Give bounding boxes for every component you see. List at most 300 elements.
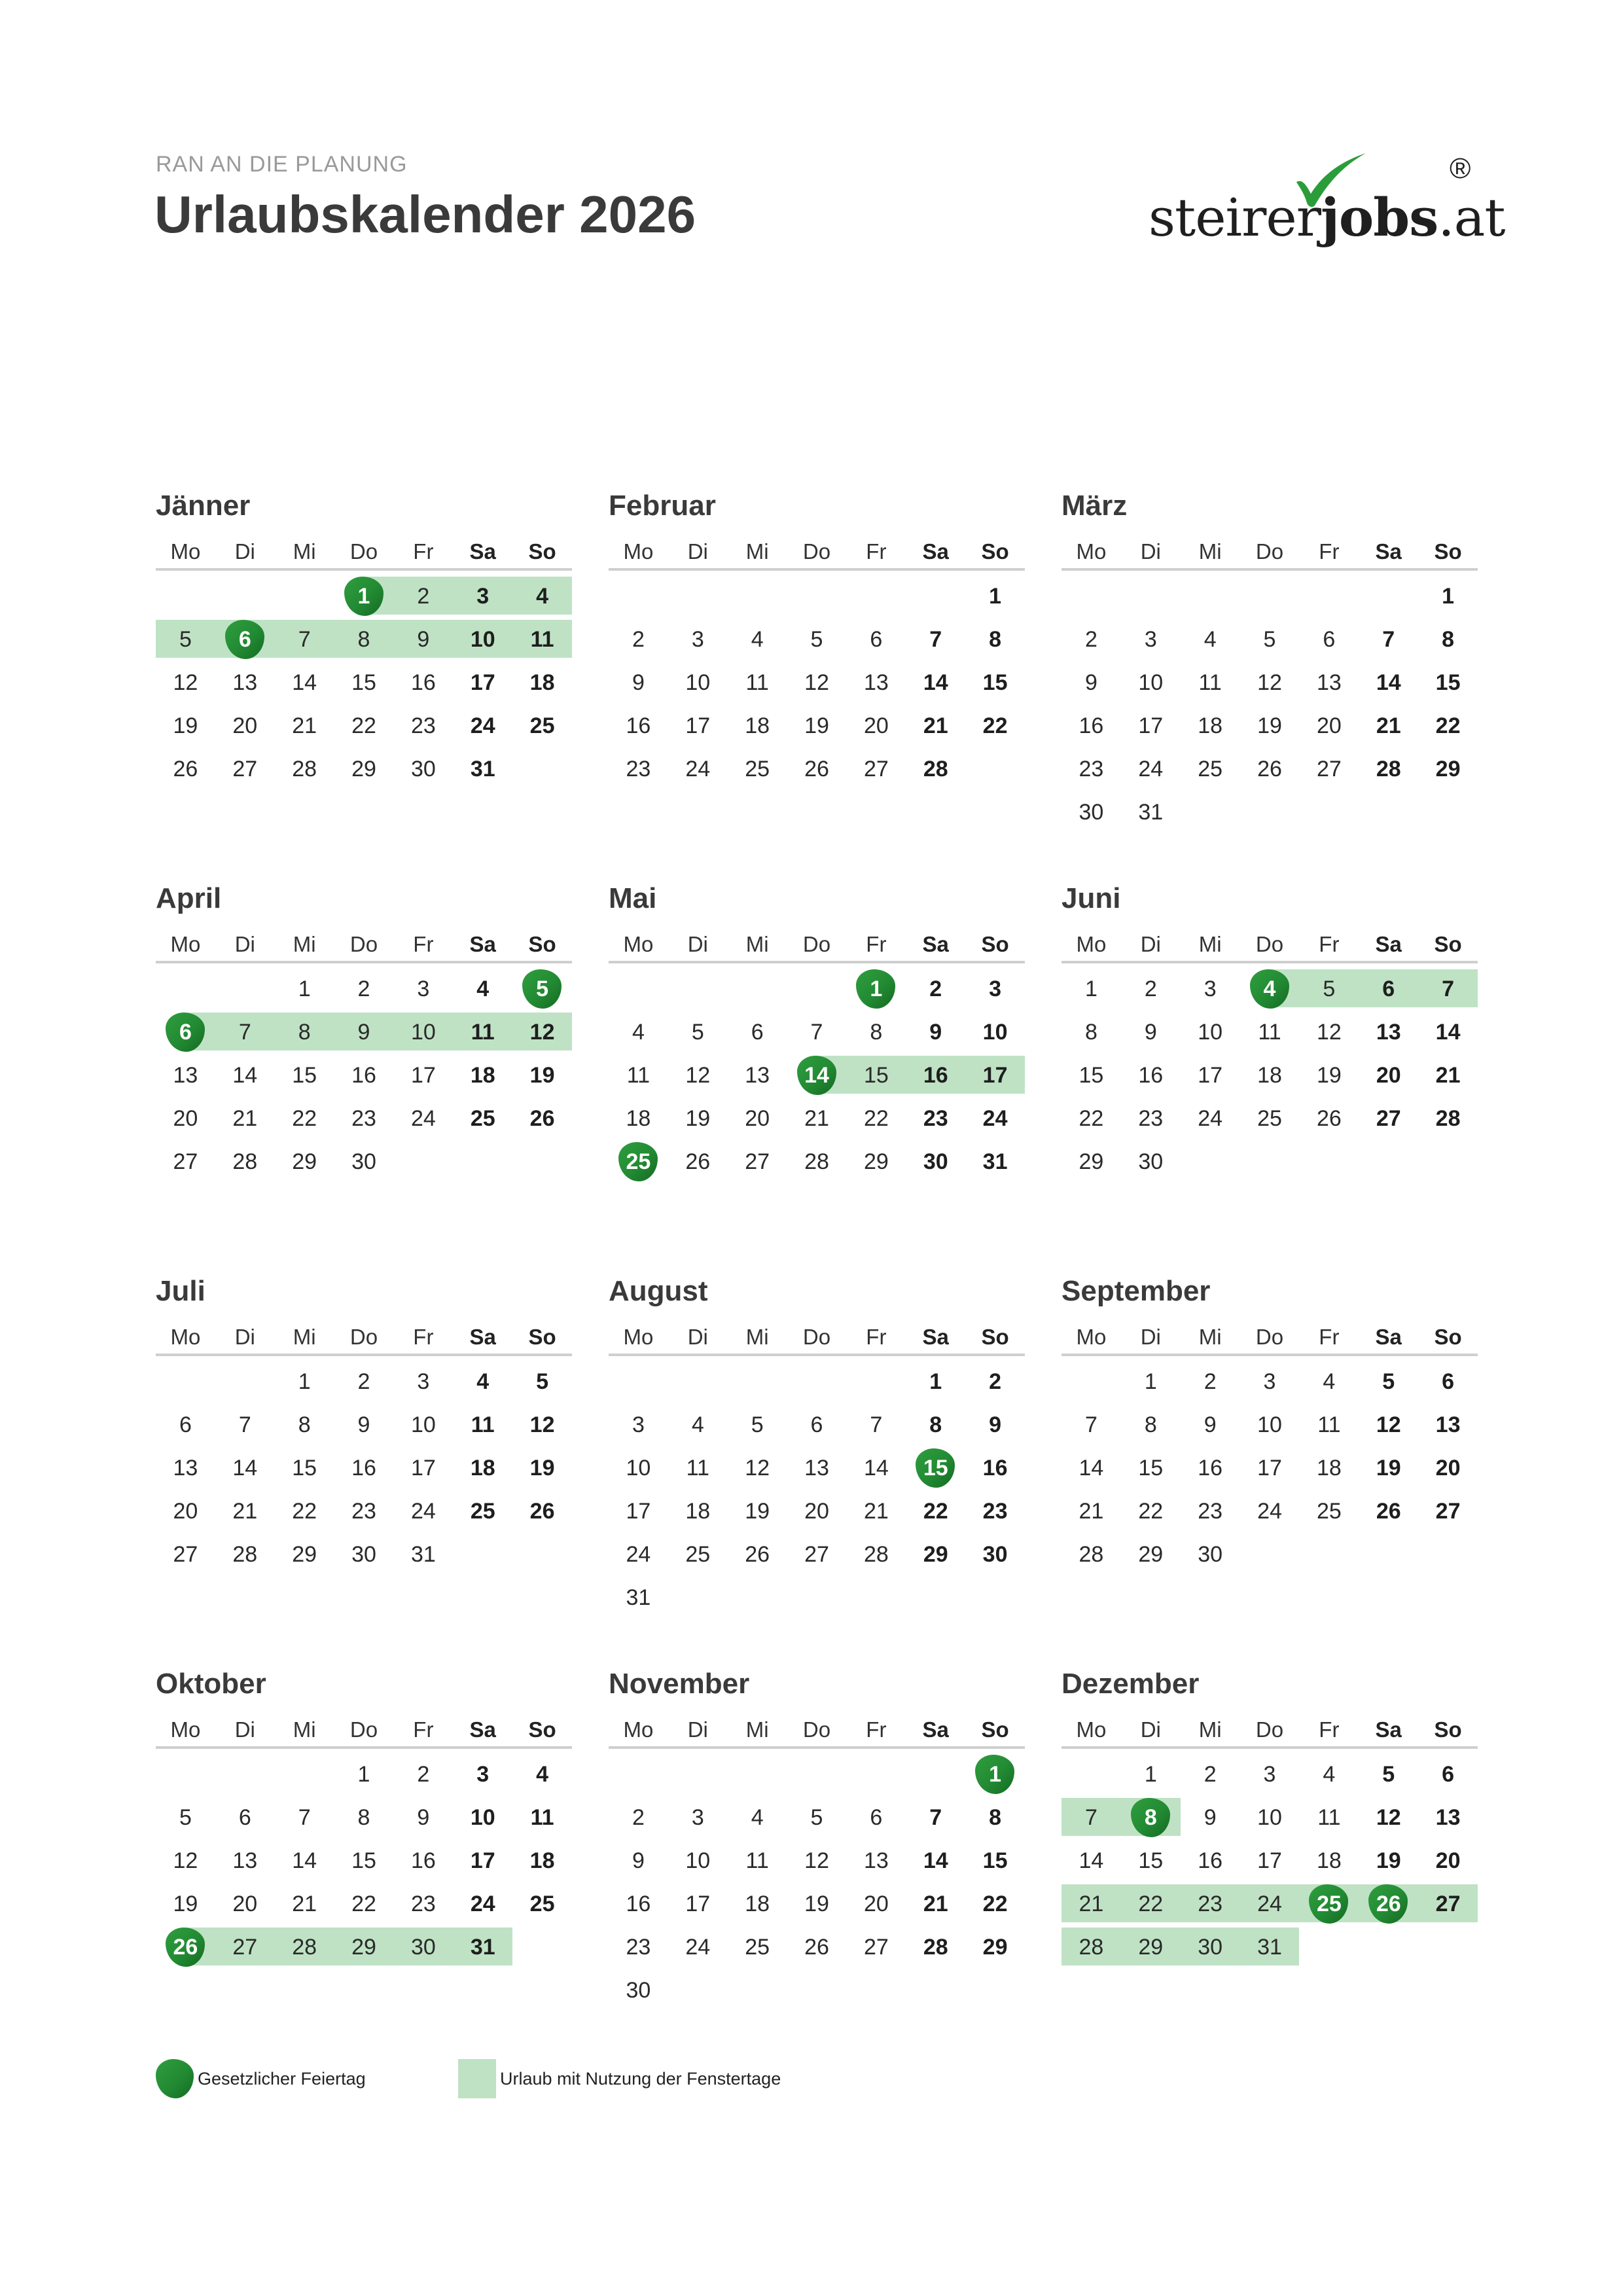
day-number: 31	[470, 756, 495, 781]
day-number: 25	[1257, 1105, 1282, 1131]
empty-day	[453, 1140, 512, 1183]
weekday-label: Mo	[1076, 539, 1107, 564]
calendar-day	[1418, 661, 1478, 704]
day-number: 22	[351, 1891, 376, 1916]
day-number: 11	[686, 1455, 709, 1480]
week-row	[156, 1054, 572, 1097]
day-number: 16	[982, 1455, 1008, 1480]
week-row	[609, 1533, 1025, 1576]
week-row	[156, 1360, 572, 1403]
week-row	[156, 618, 572, 661]
holiday-day	[965, 1753, 1025, 1796]
empty-day	[668, 1360, 728, 1403]
day-number: 25	[745, 756, 770, 781]
calendar-day	[275, 1360, 334, 1403]
day-grid	[1061, 967, 1478, 1183]
calendar-day	[334, 1140, 394, 1183]
day-number: 27	[173, 1541, 198, 1567]
empty-day	[787, 967, 847, 1011]
week-row	[156, 1839, 572, 1882]
calendar-day	[668, 1882, 728, 1926]
weekday-label: Mi	[1198, 932, 1222, 956]
calendar-day	[1181, 704, 1240, 747]
calendar-day	[334, 1533, 394, 1576]
day-number: 18	[1316, 1848, 1342, 1873]
calendar-day	[1299, 1054, 1359, 1097]
day-number: 21	[804, 1105, 829, 1131]
week-row	[609, 1403, 1025, 1446]
day-number: 29	[1138, 1934, 1164, 1960]
calendar-day	[965, 1011, 1025, 1054]
calendar-day	[393, 1533, 453, 1576]
calendar-day	[728, 1097, 787, 1140]
calendar-day	[275, 704, 334, 747]
divider	[156, 1354, 572, 1356]
calendar-day	[1240, 1839, 1300, 1882]
empty-day	[609, 967, 668, 1011]
day-number: 29	[1138, 1541, 1164, 1567]
day-number: 4	[1204, 626, 1217, 652]
day-number: 27	[1435, 1891, 1461, 1916]
weekday-label: Fr	[413, 932, 434, 956]
calendar-day	[512, 1882, 572, 1926]
day-number: 28	[292, 756, 317, 781]
day-number: 10	[1138, 670, 1164, 695]
calendar-day	[1359, 1796, 1418, 1839]
weekday-header	[1061, 539, 1478, 572]
day-number: 28	[1079, 1934, 1104, 1960]
weekday-label: Di	[1140, 932, 1161, 956]
week-row	[156, 1882, 572, 1926]
day-number: 14	[863, 1455, 889, 1480]
day-number: 26	[1316, 1105, 1342, 1131]
empty-day	[215, 1360, 275, 1403]
day-number: 25	[1198, 756, 1223, 781]
weekday-label: Do	[349, 539, 378, 564]
day-number: 9	[1144, 1019, 1157, 1045]
calendar-day	[1061, 1490, 1121, 1533]
empty-day	[1061, 1753, 1121, 1796]
calendar-day	[1418, 967, 1478, 1011]
calendar-day	[215, 1533, 275, 1576]
month-april	[156, 882, 572, 1249]
weekday-label: Mo	[623, 1325, 654, 1349]
day-number: 10	[470, 626, 495, 652]
calendar-day	[846, 1054, 906, 1097]
calendar-day	[846, 747, 906, 791]
empty-day	[609, 575, 668, 618]
empty-day	[1181, 1140, 1240, 1183]
calendar-day	[215, 1140, 275, 1183]
day-number: 17	[626, 1498, 651, 1524]
day-number: 17	[470, 1848, 495, 1873]
day-number: 22	[292, 1498, 317, 1524]
weekday-label: So	[981, 539, 1009, 564]
calendar-day	[846, 704, 906, 747]
day-number: 3	[1263, 1369, 1276, 1394]
day-number: 4	[751, 626, 764, 652]
day-number: 20	[232, 713, 258, 738]
day-number: 23	[1198, 1891, 1223, 1916]
day-number: 22	[923, 1498, 948, 1524]
calendar-day	[1299, 661, 1359, 704]
day-number: 24	[410, 1498, 436, 1524]
calendar-day	[156, 1446, 215, 1490]
empty-day	[275, 1753, 334, 1796]
day-number: 8	[1144, 1412, 1157, 1437]
calendar-day	[965, 1446, 1025, 1490]
day-number: 14	[1376, 670, 1401, 695]
calendar-day	[1359, 1403, 1418, 1446]
day-number: 23	[1138, 1105, 1164, 1131]
day-number: 23	[410, 1891, 436, 1916]
week-row	[609, 618, 1025, 661]
day-number: 21	[1376, 713, 1401, 738]
logo-wordmark: steirerjobs.at	[1149, 187, 1505, 248]
day-number: 9	[1204, 1804, 1217, 1830]
empty-day	[453, 1533, 512, 1576]
calendar-day	[1240, 1796, 1300, 1839]
week-row	[1061, 1054, 1478, 1097]
calendar-day	[846, 1926, 906, 1969]
calendar-day	[1061, 1446, 1121, 1490]
empty-day	[1061, 575, 1121, 618]
weekday-label: Di	[234, 539, 255, 564]
day-number: 9	[929, 1019, 942, 1045]
calendar-day	[1240, 1403, 1300, 1446]
day-number: 9	[1084, 670, 1097, 695]
calendar-day	[1181, 1403, 1240, 1446]
empty-day	[728, 967, 787, 1011]
calendar-day	[275, 1926, 334, 1969]
day-number: 26	[1257, 756, 1282, 781]
day-number: 29	[292, 1149, 317, 1174]
day-number: 27	[745, 1149, 770, 1174]
day-number: 12	[1316, 1019, 1342, 1045]
calendar-day	[1121, 704, 1181, 747]
calendar-day	[906, 967, 965, 1011]
day-number: 30	[1079, 799, 1104, 825]
day-number: 16	[1079, 713, 1104, 738]
empty-day	[1181, 791, 1240, 834]
day-number: 9	[989, 1412, 1002, 1437]
weekday-label: So	[528, 539, 556, 564]
calendar-day	[787, 704, 847, 747]
day-number: 15	[351, 1848, 376, 1873]
day-number: 20	[804, 1498, 829, 1524]
day-number: 21	[923, 1891, 948, 1916]
legend-holiday	[156, 2059, 366, 2098]
day-number: 30	[923, 1149, 948, 1174]
calendar-day	[609, 1926, 668, 1969]
day-number: 15	[1138, 1848, 1164, 1873]
day-number: 8	[298, 1019, 311, 1045]
weekday-label: So	[1434, 932, 1462, 956]
day-number: 10	[685, 670, 711, 695]
day-number: 20	[863, 713, 889, 738]
calendar-day	[846, 1011, 906, 1054]
day-number: 8	[1084, 1019, 1097, 1045]
day-number: 26	[173, 1934, 198, 1960]
weekday-header	[609, 1717, 1025, 1750]
month-november	[609, 1668, 1025, 2034]
weekday-label: Mi	[745, 1717, 769, 1742]
calendar-day	[1121, 1403, 1181, 1446]
calendar-day	[787, 1140, 847, 1183]
day-number: 18	[1257, 1062, 1282, 1088]
subtitle: RAN AN DIE PLANUNG	[156, 152, 408, 177]
calendar-day	[1181, 1796, 1240, 1839]
day-number: 19	[529, 1455, 555, 1480]
day-number: 31	[1257, 1934, 1282, 1960]
day-number: 28	[923, 756, 948, 781]
calendar-day	[275, 747, 334, 791]
day-number: 1	[357, 583, 370, 609]
week-row	[156, 967, 572, 1011]
month-title: Juni	[1061, 882, 1121, 914]
day-number: 6	[1442, 1369, 1455, 1394]
day-number: 2	[417, 583, 430, 609]
divider	[609, 1746, 1025, 1749]
day-number: 1	[1442, 583, 1455, 609]
week-row	[156, 1796, 572, 1839]
weekday-label: So	[981, 1717, 1009, 1742]
weekday-label: Sa	[1375, 1717, 1402, 1742]
day-number: 17	[1198, 1062, 1223, 1088]
calendar-day	[609, 1011, 668, 1054]
day-number: 7	[870, 1412, 883, 1437]
calendar-day	[728, 1533, 787, 1576]
day-number: 30	[1138, 1149, 1164, 1174]
empty-day	[668, 1969, 728, 2012]
legend-holiday-label: Gesetzlicher Feiertag	[198, 2068, 366, 2089]
day-grid	[609, 967, 1025, 1183]
day-number: 18	[745, 1891, 770, 1916]
day-number: 29	[292, 1541, 317, 1567]
weekday-label: Do	[802, 1325, 831, 1349]
calendar-day	[156, 1839, 215, 1882]
calendar-day	[906, 704, 965, 747]
calendar-day	[609, 704, 668, 747]
empty-day	[1181, 575, 1240, 618]
day-number: 17	[982, 1062, 1008, 1088]
day-number: 9	[632, 1848, 645, 1873]
day-number: 13	[804, 1455, 829, 1480]
calendar-day	[334, 1882, 394, 1926]
day-number: 18	[1198, 713, 1223, 738]
day-number: 27	[863, 756, 889, 781]
weekday-label: Di	[1140, 1717, 1161, 1742]
day-number: 23	[626, 1934, 651, 1960]
day-number: 10	[1257, 1804, 1282, 1830]
week-row	[1061, 1403, 1478, 1446]
calendar-day	[156, 1140, 215, 1183]
empty-day	[156, 575, 215, 618]
calendar-day	[668, 747, 728, 791]
empty-day	[215, 967, 275, 1011]
calendar-day	[965, 1882, 1025, 1926]
weekday-header	[1061, 1325, 1478, 1357]
weekday-label: Di	[234, 1325, 255, 1349]
day-number: 21	[232, 1105, 258, 1131]
calendar-day	[1181, 661, 1240, 704]
day-number: 7	[810, 1019, 823, 1045]
calendar-day	[728, 618, 787, 661]
calendar-day	[215, 1403, 275, 1446]
calendar-day	[965, 1054, 1025, 1097]
weekday-label: Mi	[1198, 1325, 1222, 1349]
calendar-day	[787, 1490, 847, 1533]
day-number: 4	[536, 583, 549, 609]
empty-day	[1299, 791, 1359, 834]
calendar-day	[512, 1360, 572, 1403]
day-number: 20	[173, 1105, 198, 1131]
day-number: 31	[410, 1541, 436, 1567]
day-number: 20	[1435, 1455, 1461, 1480]
day-number: 7	[1442, 976, 1455, 1001]
day-grid	[156, 1753, 572, 1969]
calendar-day	[846, 661, 906, 704]
calendar-day	[846, 1796, 906, 1839]
calendar-day	[668, 704, 728, 747]
calendar-day	[1359, 1839, 1418, 1882]
calendar-day	[728, 1926, 787, 1969]
month-title: November	[609, 1668, 750, 1700]
calendar-day	[1061, 1054, 1121, 1097]
calendar-day	[1359, 704, 1418, 747]
weekday-label: Mi	[745, 932, 769, 956]
day-number: 23	[1198, 1498, 1223, 1524]
day-number: 14	[292, 1848, 317, 1873]
day-number: 12	[173, 1848, 198, 1873]
empty-day	[728, 1753, 787, 1796]
calendar-day	[334, 1360, 394, 1403]
weekday-header	[156, 1717, 572, 1750]
day-number: 12	[1376, 1804, 1401, 1830]
day-number: 27	[1435, 1498, 1461, 1524]
week-row	[609, 661, 1025, 704]
day-number: 11	[1258, 1019, 1281, 1045]
day-number: 25	[1316, 1891, 1342, 1916]
day-number: 2	[1084, 626, 1097, 652]
divider	[1061, 1746, 1478, 1749]
day-number: 4	[476, 976, 490, 1001]
day-number: 20	[745, 1105, 770, 1131]
month-title: August	[609, 1275, 708, 1307]
weekday-label: Fr	[866, 539, 887, 564]
day-number: 20	[1435, 1848, 1461, 1873]
day-number: 16	[410, 670, 436, 695]
calendar-day	[512, 618, 572, 661]
calendar-day	[728, 1882, 787, 1926]
calendar-day	[512, 575, 572, 618]
calendar-day	[1061, 618, 1121, 661]
day-number: 24	[470, 1891, 495, 1916]
week-row	[609, 1054, 1025, 1097]
empty-day	[846, 1753, 906, 1796]
day-number: 3	[417, 1369, 430, 1394]
calendar-day	[156, 1796, 215, 1839]
calendar-day	[393, 1839, 453, 1882]
calendar-day	[275, 1882, 334, 1926]
day-number: 29	[863, 1149, 889, 1174]
calendar-day	[215, 1926, 275, 1969]
empty-day	[965, 1576, 1025, 1619]
weekday-label: Do	[349, 1325, 378, 1349]
week-row	[156, 661, 572, 704]
calendar-day	[728, 1403, 787, 1446]
weekday-label: Sa	[1375, 932, 1402, 956]
calendar-day	[1121, 1533, 1181, 1576]
week-row	[609, 1140, 1025, 1183]
calendar-day	[453, 1360, 512, 1403]
day-number: 18	[745, 713, 770, 738]
registered-mark: ®	[1450, 152, 1471, 185]
day-grid	[1061, 1360, 1478, 1576]
divider	[609, 961, 1025, 963]
day-number: 31	[626, 1585, 651, 1610]
calendar-day	[512, 1490, 572, 1533]
calendar-day	[906, 1097, 965, 1140]
calendar-day	[668, 1839, 728, 1882]
calendar-day	[1061, 1926, 1121, 1969]
week-row	[1061, 575, 1478, 618]
day-number: 19	[804, 713, 829, 738]
day-number: 2	[357, 976, 370, 1001]
empty-day	[512, 747, 572, 791]
calendar-day	[393, 661, 453, 704]
calendar-day	[1240, 661, 1300, 704]
empty-day	[906, 575, 965, 618]
day-grid	[609, 575, 1025, 791]
day-number: 13	[863, 1848, 889, 1873]
calendar-day	[609, 1969, 668, 2012]
divider	[609, 568, 1025, 571]
day-number: 9	[417, 1804, 430, 1830]
weekday-label: Di	[687, 932, 708, 956]
calendar-day	[906, 618, 965, 661]
weekday-label: Fr	[866, 1717, 887, 1742]
weekday-label: Mi	[745, 539, 769, 564]
day-number: 5	[179, 1804, 192, 1830]
month-august	[609, 1275, 1025, 1641]
day-number: 18	[1316, 1455, 1342, 1480]
calendar-day	[453, 1490, 512, 1533]
calendar-day	[846, 1490, 906, 1533]
empty-day	[906, 1576, 965, 1619]
calendar-day	[453, 1839, 512, 1882]
day-number: 6	[1323, 626, 1336, 652]
calendar-day	[334, 661, 394, 704]
day-number: 28	[804, 1149, 829, 1174]
day-number: 29	[1079, 1149, 1104, 1174]
calendar-day	[393, 618, 453, 661]
calendar-day	[1240, 1882, 1300, 1926]
calendar-day	[512, 1011, 572, 1054]
weekday-label: Mo	[170, 932, 201, 956]
calendar-day	[453, 704, 512, 747]
week-row	[1061, 1446, 1478, 1490]
empty-day	[1359, 1926, 1418, 1969]
day-number: 12	[529, 1019, 555, 1045]
calendar-day	[787, 661, 847, 704]
calendar-day	[393, 1882, 453, 1926]
calendar-day	[846, 1882, 906, 1926]
day-number: 15	[1138, 1455, 1164, 1480]
calendar-day	[1061, 791, 1121, 834]
calendar-day	[787, 618, 847, 661]
calendar-day	[512, 1796, 572, 1839]
